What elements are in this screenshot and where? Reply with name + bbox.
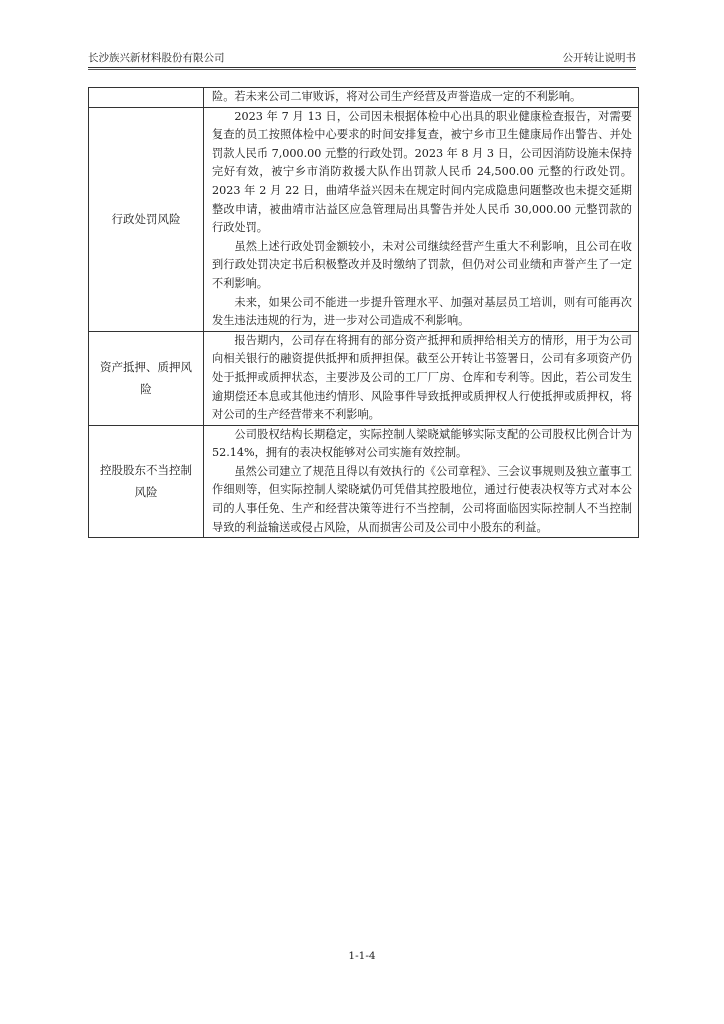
page-number: 1-1-4 xyxy=(348,950,376,962)
risk-description-cell xyxy=(204,331,639,425)
table-row xyxy=(89,88,639,108)
header-document-type: 公开转让说明书 xyxy=(562,52,636,64)
table-row xyxy=(89,331,639,425)
risk-paragraph: 险。若未来公司二审败诉，将对公司生产经营及声誉造成一定的不利影响。 xyxy=(212,90,582,103)
risk-label-cell xyxy=(89,88,204,108)
header-rule xyxy=(88,67,636,68)
risk-table xyxy=(88,87,639,538)
risk-description-cell xyxy=(204,107,639,331)
page-header xyxy=(88,50,636,66)
table-row xyxy=(89,107,639,331)
risk-description-cell xyxy=(204,425,639,538)
risk-paragraph: 虽然上述行政处罚金额较小，未对公司继续经营产生重大不利影响，且公司在收到行政处罚决定书后积极整改并及时缴纳了罚款，但仍对公司业绩和声誉产生了一定不利影响。 xyxy=(212,239,632,290)
risk-label-cell: 行政处罚风险 xyxy=(89,107,204,331)
risk-description-cell xyxy=(204,88,639,108)
header-rule-thin xyxy=(88,69,636,70)
risk-paragraph: 报告期内，公司存在将拥有的部分资产抵押和质押给相关方的情形，用于为公司向相关银行的融资提供抵押和质押担保。截至公开转让书签署日，公司有多项资产仍处于抵押或质押状态，主要涉及公司的工厂厂房、仓库和专利等。因此，若公司发生逾期偿还本息或其他违约情形、风险事件导致抵押或质押权人行使抵押或质押权，将对公司的生产经营带来不利影响。 xyxy=(212,333,632,422)
risk-label-cell: 资产抵押、质押风险 xyxy=(89,331,204,425)
table-row xyxy=(89,425,639,538)
risk-paragraph: 2023 年 7 月 13 日，公司因未根据体检中心出具的职业健康检查报告，对需要复查的员工按照体检中心要求的时间安排复查，被宁乡市卫生健康局作出警告、并处罚款人民币 7,000.00 元整的行政处罚。2023 年 8 月 3 日，公司因消防设施未保持完好有效，被宁乡市消防救援大队作出罚款人民币 24,500.00 元整的行政处罚。2023 年 2 月 22 日，曲靖华益兴因未在规定时间内完成隐患问题整改也未提交延期整改申请，被曲靖市沾益区应急管理局出具警告并处人民币 30,000.00 元整罚款的行政处罚。 xyxy=(212,109,632,235)
risk-label-cell: 控股股东不当控制风险 xyxy=(89,425,204,538)
risk-paragraph: 未来，如果公司不能进一步提升管理水平、加强对基层员工培训，则有可能再次发生违法违规的行为，进一步对公司造成不利影响。 xyxy=(212,295,632,328)
risk-paragraph: 公司股权结构长期稳定，实际控制人梁晓斌能够实际支配的公司股权比例合计为 52.14%，拥有的表决权能够对公司实施有效控制。 xyxy=(212,427,632,460)
header-company-name: 长沙族兴新材料股份有限公司 xyxy=(88,52,225,64)
risk-paragraph: 虽然公司建立了规范且得以有效执行的《公司章程》、三会议事规则及独立董事工作细则等，但实际控制人梁晓斌仍可凭借其控股地位，通过行使表决权等方式对本公司的人事任免、生产和经营决策等进行不当控制，公司将面临因实际控制人不当控制导致的利益输送或侵占风险，从而损害公司及公司中小股东的利益。 xyxy=(212,464,632,534)
